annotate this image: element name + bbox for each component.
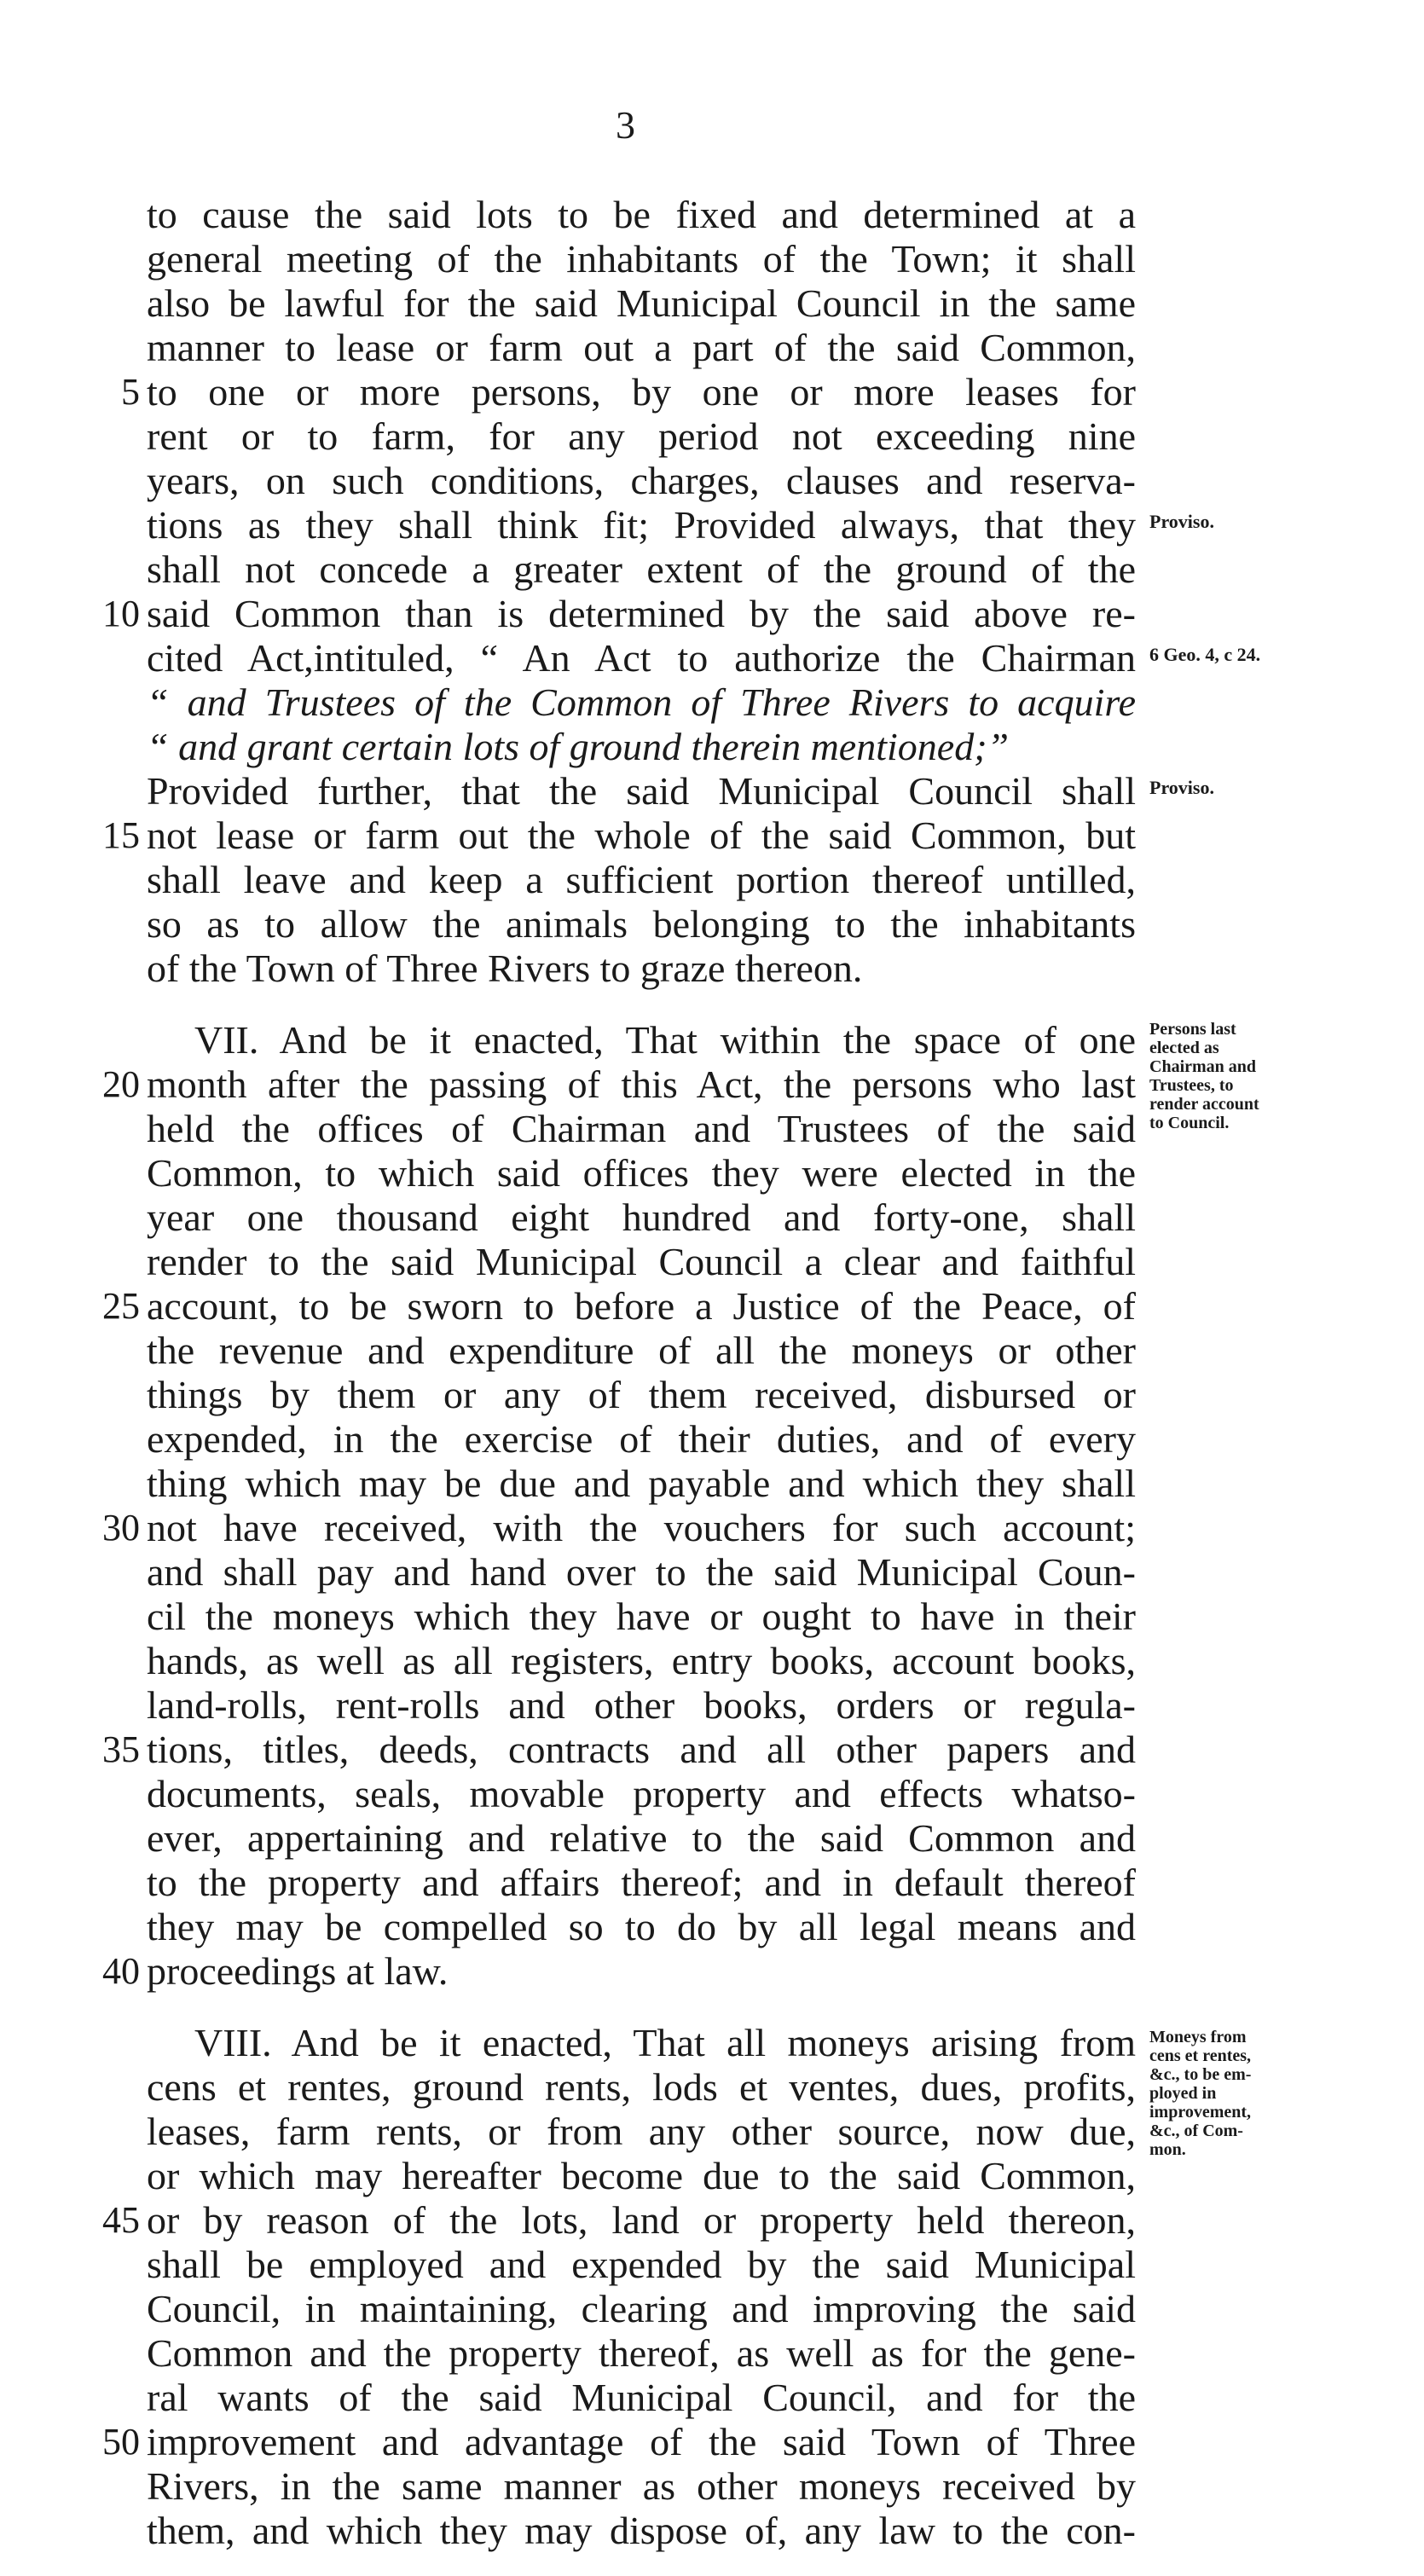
- marginal-note-persons-last-elected: Persons last elected as Chairman and Trustees, to render account to Council.: [1149, 1020, 1259, 1132]
- line-number: 40: [102, 1950, 140, 1992]
- body-line: shall be employed and expended by the said Municipal: [147, 2243, 1136, 2286]
- line-number: 5: [121, 371, 140, 413]
- line-number: 50: [102, 2421, 140, 2463]
- body-line: to the property and affairs thereof; and in default thereof: [147, 1861, 1136, 1904]
- body-line: “ and Trustees of the Common of Three Rivers to acquire: [147, 680, 1136, 724]
- body-line: land-rolls, rent-rolls and other books, orders or regula-: [147, 1683, 1136, 1727]
- body-line: manner to lease or farm out a part of the said Common,: [147, 326, 1136, 369]
- body-line: cil the moneys which they have or ought to have in their: [147, 1595, 1136, 1638]
- body-line: general meeting of the inhabitants of the Town; it shall: [147, 237, 1136, 281]
- body-line: ral wants of the said Municipal Council, and for the: [147, 2376, 1136, 2419]
- body-line: cited Act,intituled, “ An Act to authorize the Chairman: [147, 636, 1136, 680]
- line-number: 30: [102, 1507, 140, 1548]
- body-line: rent or to farm, for any period not exceeding nine: [147, 414, 1136, 458]
- body-line: leases, farm rents, or from any other source, now due,: [147, 2110, 1136, 2153]
- body-line: to cause the said lots to be fixed and determined at a: [147, 193, 1136, 236]
- line-number: 10: [102, 593, 140, 634]
- body-line: and shall pay and hand over to the said Municipal Coun-: [147, 1550, 1136, 1594]
- body-line: Rivers, in the same manner as other moneys received by: [147, 2464, 1136, 2508]
- body-line: or which may hereafter become due to the said Common,: [147, 2154, 1136, 2197]
- body-line: not have received, with the vouchers for such account;: [147, 1506, 1136, 1549]
- marginal-note-statute: 6 Geo. 4, c 24.: [1149, 644, 1261, 665]
- body-line: documents, seals, movable property and effects whatso-: [147, 1772, 1136, 1815]
- section-heading-viii: VIII. And be it enacted, That all moneys arising from: [194, 2021, 1136, 2064]
- body-line: shall leave and keep a sufficient portion thereof untilled,: [147, 858, 1136, 901]
- line-number: 15: [102, 814, 140, 856]
- body-line: of the Town of Three Rivers to graze thereon.: [147, 946, 863, 990]
- body-line: so as to allow the animals belonging to the inhabitants: [147, 902, 1136, 946]
- body-line: not lease or farm out the whole of the said Common, but: [147, 813, 1136, 857]
- body-line: Provided further, that the said Municipal Council shall: [147, 769, 1136, 813]
- body-line: account, to be sworn to before a Justice of the Peace, of: [147, 1284, 1136, 1328]
- body-line: things by them or any of them received, disbursed or: [147, 1373, 1136, 1416]
- body-line: month after the passing of this Act, the persons who last: [147, 1062, 1136, 1106]
- body-line: them, and which they may dispose of, any law to the con-: [147, 2509, 1136, 2552]
- body-line: render to the said Municipal Council a clear and faithful: [147, 1240, 1136, 1283]
- marginal-note-proviso: Proviso.: [1149, 777, 1214, 798]
- section-heading-vii: VII. And be it enacted, That within the space of one: [194, 1018, 1136, 1062]
- body-line: tions as they shall think fit; Provided always, that they: [147, 503, 1136, 547]
- body-line: expended, in the exercise of their duties, and of every: [147, 1417, 1136, 1461]
- body-line: they may be compelled so to do by all legal means and: [147, 1905, 1136, 1948]
- line-number: 20: [102, 1063, 140, 1105]
- body-line: Common and the property thereof, as well as for the gene-: [147, 2331, 1136, 2375]
- body-line: proceedings at law.: [147, 1949, 449, 1993]
- body-line: years, on such conditions, charges, clauses and reserva-: [147, 459, 1136, 502]
- body-line: year one thousand eight hundred and forty-one, shall: [147, 1195, 1136, 1239]
- body-line: or by reason of the lots, land or property held thereon,: [147, 2198, 1136, 2242]
- body-line: Council, in maintaining, clearing and improving the said: [147, 2287, 1136, 2330]
- body-line: held the offices of Chairman and Trustees of the said: [147, 1107, 1136, 1150]
- body-line: said Common than is determined by the said above re-: [147, 592, 1136, 635]
- body-line: Common, to which said offices they were elected in the: [147, 1151, 1136, 1195]
- body-line: shall not concede a greater extent of the ground of the: [147, 547, 1136, 591]
- line-number: 35: [102, 1728, 140, 1770]
- body-line: also be lawful for the said Municipal Council in the same: [147, 281, 1136, 325]
- page-number: 3: [616, 103, 635, 147]
- body-line: ever, appertaining and relative to the said Common and: [147, 1816, 1136, 1860]
- body-line: to one or more persons, by one or more leases for: [147, 370, 1136, 414]
- body-line: the revenue and expenditure of all the moneys or other: [147, 1329, 1136, 1372]
- body-line: improvement and advantage of the said Town of Three: [147, 2420, 1136, 2463]
- body-line: “ and grant certain lots of ground therein mentioned;”: [147, 725, 1010, 768]
- body-line: hands, as well as all registers, entry books, account books,: [147, 1639, 1136, 1682]
- body-line: cens et rentes, ground rents, lods et ventes, dues, profits,: [147, 2065, 1136, 2109]
- line-number: 25: [102, 1285, 140, 1327]
- body-line: thing which may be due and payable and which they shall: [147, 1462, 1136, 1505]
- marginal-note-moneys: Moneys from cens et rentes, &c., to be em- ployed in improvement, &c., of Com- mon.: [1149, 2028, 1252, 2159]
- body-line: tions, titles, deeds, contracts and all other papers and: [147, 1728, 1136, 1771]
- line-number: 45: [102, 2199, 140, 2241]
- marginal-note-proviso: Proviso.: [1149, 511, 1214, 532]
